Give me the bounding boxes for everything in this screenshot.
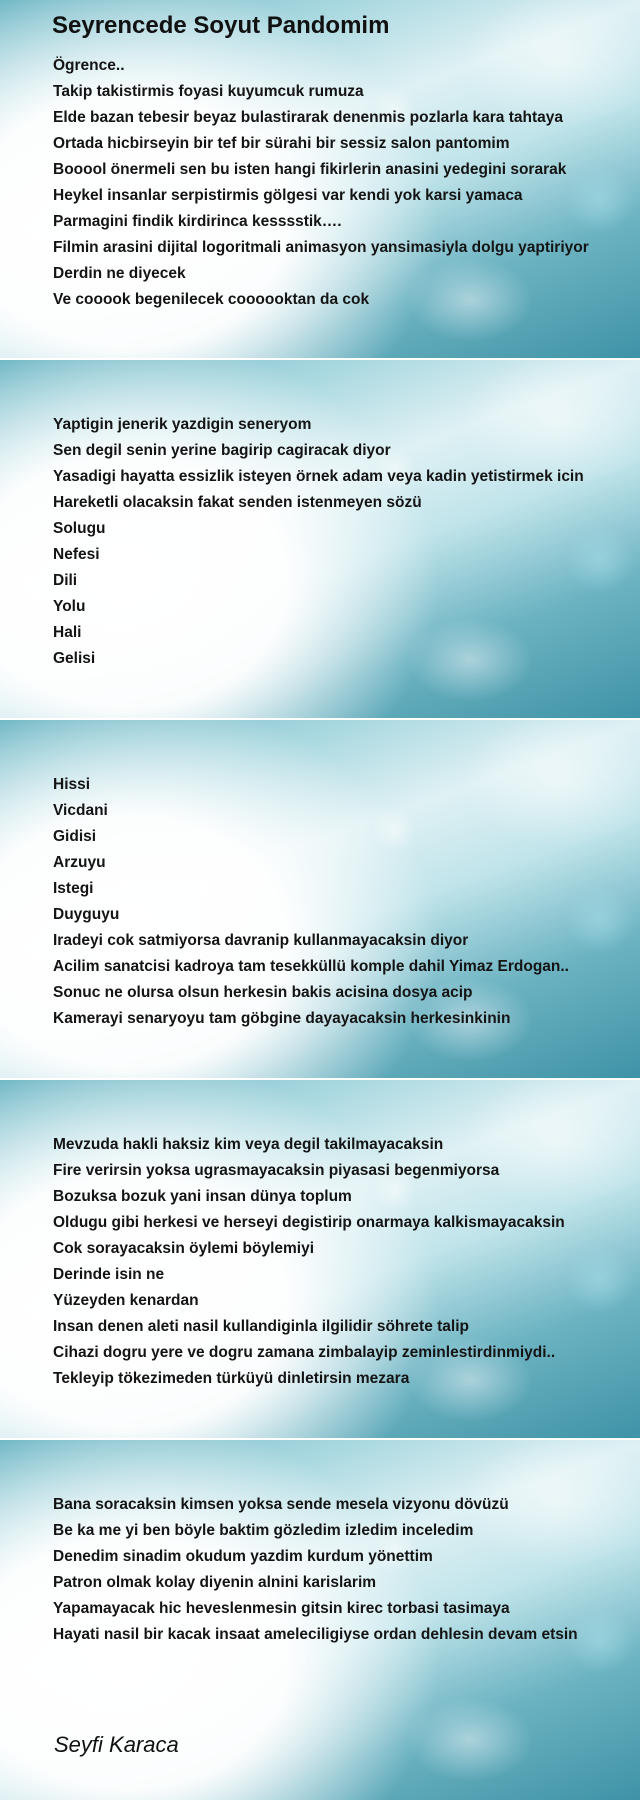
author-signature: Seyfi Karaca [54, 1732, 179, 1757]
poem-panel-5 [0, 1440, 640, 1800]
poem-line: Derdin ne diyecek [53, 265, 186, 282]
poem-line: Cok sorayacaksin öylemi böylemiyi [53, 1240, 315, 1257]
poem-line: Istegi [53, 880, 94, 897]
poem-line: Ögrence.. [53, 57, 125, 74]
poem-line: Insan denen aleti nasil kullandiginla ilgilidir söhrete talip [53, 1318, 470, 1335]
poem-line: Acilim sanatcisi kadroya tam tesekküllü komple dahil Yimaz Erdogan.. [53, 958, 569, 975]
poem-line: Booool önermeli sen bu isten hangi fikirlerin anasini yedegini sorarak [53, 161, 567, 178]
stanza-1 [53, 53, 589, 313]
poem-line: Derinde isin ne [53, 1266, 165, 1283]
poem-line: Duyguyu [53, 906, 120, 923]
stanza-4 [53, 1132, 565, 1392]
poem-line: Sonuc ne olursa olsun herkesin bakis acisina dosya acip [53, 984, 473, 1001]
poem-line: Patron olmak kolay diyenin alnini karislarim [53, 1574, 377, 1591]
poem-line: Elde bazan tebesir beyaz bulastirarak denenmis pozlarla kara tahtaya [53, 109, 563, 126]
poem-line: Filmin arasini dijital logoritmali animasyon yansimasiyla dolgu yaptiriyor [53, 239, 589, 256]
poem-line: Takip takistirmis foyasi kuyumcuk rumuza [53, 83, 364, 100]
poem-line: Cihazi dogru yere ve dogru zamana zimbalayip zeminlestirdinmiydi.. [53, 1344, 556, 1361]
poem-line: Ortada hicbirseyin bir tef bir sürahi bir sessiz salon pantomim [53, 135, 510, 152]
poem-line: Hayati nasil bir kacak insaat ameleciligiyse ordan dehlesin devam etsin [53, 1626, 578, 1643]
poem-panel-4 [0, 1080, 640, 1438]
stanza-5 [53, 1492, 578, 1648]
stanza-3 [53, 772, 569, 1032]
poem-line: Sen degil senin yerine bagirip cagiracak diyor [53, 442, 391, 459]
poem-line: Hareketli olacaksin fakat senden istenmeyen sözü [53, 494, 422, 511]
poem-line: Yolu [53, 598, 86, 615]
poem-line: Hali [53, 624, 82, 641]
poem-line: Yasadigi hayatta essizlik isteyen örnek adam veya kadin yetistirmek icin [53, 468, 584, 485]
poem-line: Dili [53, 572, 78, 589]
poem-line: Parmagini findik kirdirinca kesssstik…. [53, 213, 342, 230]
poem-line: Heykel insanlar serpistirmis gölgesi var kendi yok karsi yamaca [53, 187, 523, 204]
poem-line: Oldugu gibi herkesi ve herseyi degistirip onarmaya kalkismayacaksin [53, 1214, 565, 1231]
poem-panel-1 [0, 0, 640, 358]
poem-line: Be ka me yi ben böyle baktim gözledim izledim inceledim [53, 1522, 474, 1539]
poem-line: Gidisi [53, 828, 97, 845]
poem-line: Nefesi [53, 546, 100, 563]
poem-line: Yüzeyden kenardan [53, 1292, 199, 1309]
poem-line: Hissi [53, 776, 91, 793]
poem-line: Ve cooook begenilecek coooooktan da cok [53, 291, 370, 308]
poem-line: Gelisi [53, 650, 96, 667]
poem-line: Fire verirsin yoksa ugrasmayacaksin piyasasi begenmiyorsa [53, 1162, 500, 1179]
poem-line: Yapamayacak hic heveslenmesin gitsin kirec torbasi tasimaya [53, 1600, 510, 1617]
stanza-2 [53, 412, 584, 672]
poem-line: Bozuksa bozuk yani insan dünya toplum [53, 1188, 352, 1205]
poem-line: Arzuyu [53, 854, 106, 871]
poem-line: Tekleyip tökezimeden türküyü dinletirsin mezara [53, 1370, 410, 1387]
poem-line: Solugu [53, 520, 106, 537]
poem-title: Seyrencede Soyut Pandomim [52, 12, 390, 39]
poem-panel-2 [0, 360, 640, 718]
poem-line: Mevzuda hakli haksiz kim veya degil takilmayacaksin [53, 1136, 444, 1153]
poem-line: Yaptigin jenerik yazdigin seneryom [53, 416, 312, 433]
poem-line: Denedim sinadim okudum yazdim kurdum yönettim [53, 1548, 433, 1565]
poem-line: Bana soracaksin kimsen yoksa sende mesela vizyonu dövüzü [53, 1496, 509, 1513]
poem-line: Iradeyi cok satmiyorsa davranip kullanmayacaksin diyor [53, 932, 469, 949]
poem-line: Kamerayi senaryoyu tam göbgine dayayacaksin herkesinkinin [53, 1010, 511, 1027]
poem-panel-3 [0, 720, 640, 1078]
poem-line: Vicdani [53, 802, 108, 819]
